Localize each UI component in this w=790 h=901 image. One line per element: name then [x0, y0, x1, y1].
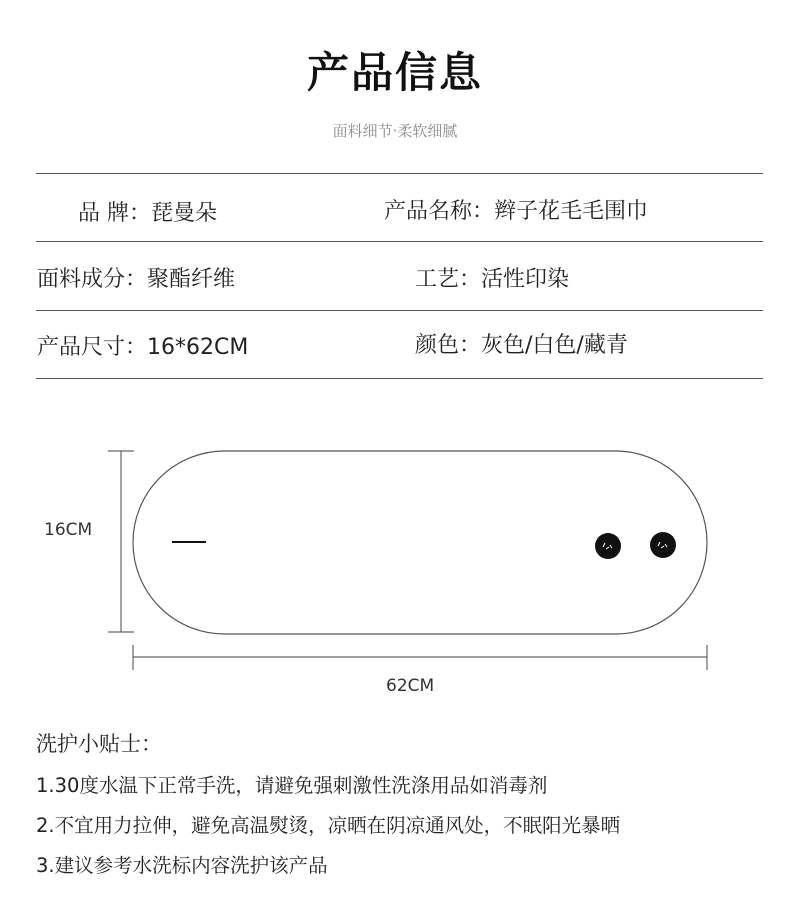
width-dimension-line: [133, 645, 707, 670]
scarf-outline: [133, 451, 707, 634]
fabric-text: 面料成分：聚酯纤维: [37, 267, 236, 292]
product-name-text: 产品名称：辫子花毛毛围巾: [384, 199, 649, 224]
color-text: 颜色：灰色/白色/藏青: [415, 333, 628, 358]
brand-text: 品 牌：琵曼朵: [78, 201, 217, 226]
care-tips-title: 洗护小贴士：: [36, 732, 162, 756]
page-subtitle: 面料细节·柔软细腻: [332, 122, 458, 140]
page-title: 产品信息: [306, 48, 483, 97]
height-label: 16CM: [44, 520, 93, 540]
height-dimension-line: [108, 451, 134, 632]
pompom-icon: [650, 532, 676, 558]
care-tip: 2.不宜用力拉伸，避免高温熨烫，凉晒在阴凉通风处，不眠阳光暴晒: [36, 814, 621, 837]
craft-text: 工艺：活性印染: [415, 267, 570, 292]
size-text: 产品尺寸：16*62CM: [37, 335, 249, 360]
width-label: 62CM: [386, 676, 435, 696]
care-tip: 1.30度水温下正常手洗，请避免强刺激性洗涤用品如消毒剂: [36, 774, 548, 797]
care-tip: 3.建议参考水洗标内容洗护该产品: [36, 854, 328, 877]
pompom-icon: [595, 533, 621, 559]
